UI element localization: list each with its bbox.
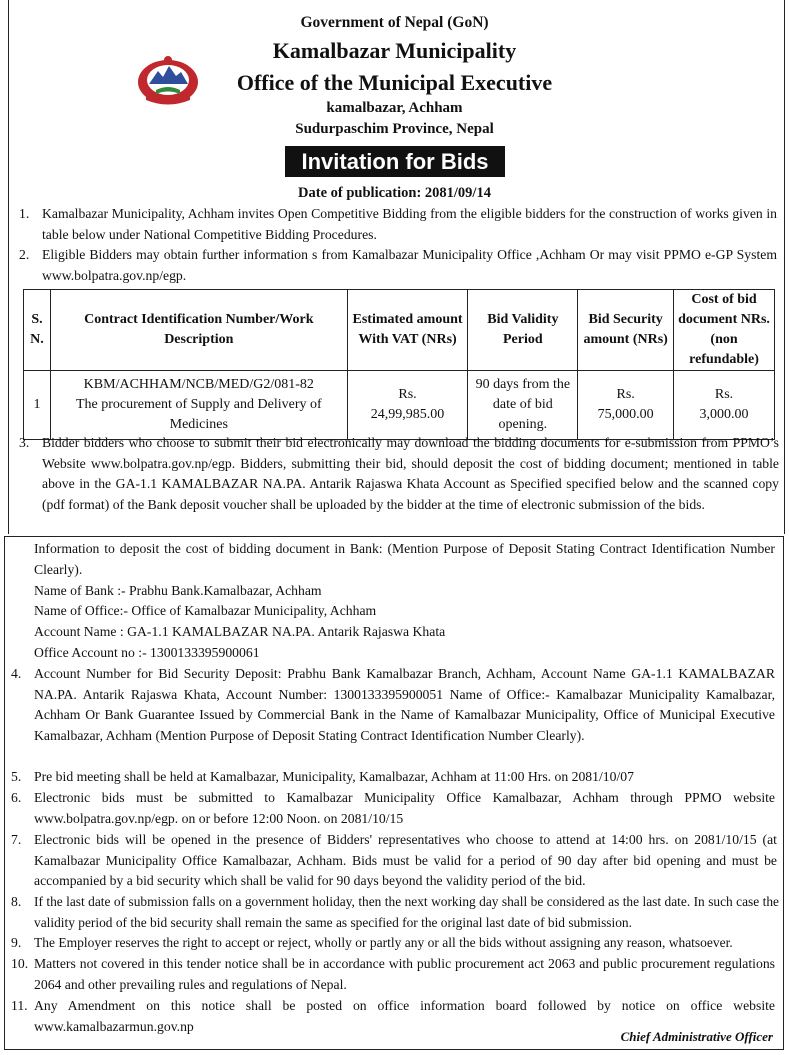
- cell-estimated: [347, 371, 468, 440]
- item-paragraph-7: Electronic bids will be opened in the presence of Bidders' representatives who choose to attend at 14:00 hrs. on 2081/10/15 (at Kamalbazar Municipality Office Kamalbazar, Achham. Bids must be valid for a period of 90 day after bid opening and must be accompanied by a bid security which shall be valid for 90 days beyond the validity period of the bid.: [34, 832, 777, 889]
- government-heading: Government of Nepal (GoN): [300, 14, 489, 31]
- office-name: Name of Office:- Office of Kamalbazar Municipality, Achham: [34, 603, 377, 618]
- item-paragraph-8: If the last date of submission falls on a government holiday, then the next working day shall be considered as the last date. In such case the validity period of the bid security shall remain the same as specified for the original last date of bid submission.: [34, 894, 779, 930]
- item-number-2: 2.: [19, 247, 30, 262]
- bids-table: [23, 289, 775, 440]
- cell-validity: 90 days from the date of bid opening.: [468, 371, 578, 440]
- header-sn: S. N.: [24, 290, 51, 371]
- estimated-amount: 24,99,985.00: [370, 407, 445, 422]
- address-line-2: Sudurpaschim Province, Nepal: [295, 121, 494, 137]
- header-security: Bid Security amount (NRs): [578, 290, 674, 371]
- item-paragraph-5: Pre bid meeting shall be held at Kamalbazar, Municipality, Kamalbazar, Achham at 11:00 Hrs. on 2081/10/07: [34, 769, 634, 784]
- header-contract: Contract Identification Number/Work Description: [50, 290, 347, 371]
- item-number-5: 5.: [11, 769, 22, 784]
- cell-security: [578, 371, 674, 440]
- item-paragraph-6: Electronic bids must be submitted to Kamalbazar Municipality Office Kamalbazar, Achham through PPMO website www.bolpatra.gov.np/egp. on or before 12:00 Noon. on 2081/10/15: [34, 790, 775, 826]
- security-amount: 75,000.00: [597, 407, 654, 422]
- cell-contract: [50, 371, 347, 440]
- item-number-1: 1.: [19, 206, 30, 221]
- cost-amount: 3,000.00: [699, 407, 749, 422]
- cell-sn: 1: [24, 371, 51, 440]
- address-line-1: kamalbazar, Achham: [326, 100, 463, 116]
- table-row: [24, 371, 775, 440]
- municipality-heading: Kamalbazar Municipality: [272, 38, 517, 63]
- header-estimated: Estimated amount With VAT (NRs): [347, 290, 468, 371]
- item-paragraph-1: Kamalbazar Municipality, Achham invites Open Competitive Bidding from the eligible bidders for the construction of works given in table below under National Competitive Bidding Procedures.: [42, 206, 777, 242]
- office-heading: Office of the Municipal Executive: [236, 70, 553, 95]
- work-description: The procurement of Supply and Delivery of Medicines: [75, 397, 322, 432]
- header-validity: Bid Validity Period: [468, 290, 578, 371]
- contract-id: KBM/ACHHAM/NCB/MED/G2/081-82: [83, 377, 314, 392]
- account-name: Account Name : GA-1.1 KAMALBAZAR NA.PA. Antarik Rajaswa Khata: [34, 624, 446, 639]
- cell-cost: [674, 371, 775, 440]
- invitation-banner: Invitation for Bids: [285, 146, 505, 177]
- item-paragraph-9: The Employer reserves the right to accept or reject, wholly or partly any or all the bids without assigning any reason, whatsoever.: [34, 935, 733, 950]
- item-number-8: 8.: [11, 894, 22, 909]
- item-paragraph-2: Eligible Bidders may obtain further information s from Kamalbazar Municipality Office ,Achham Or may visit PPMO e-GP System www.bolpatra.gov.np/egp.: [42, 247, 777, 283]
- cost-prefix: Rs.: [714, 387, 734, 402]
- item-number-3: 3.: [19, 435, 30, 450]
- item-number-9: 9.: [11, 935, 22, 950]
- item-number-4: 4.: [11, 666, 22, 681]
- deposit-info: Information to deposit the cost of bidding document in Bank: (Mention Purpose of Deposit Stating Contract Identification Number Clearly).: [34, 541, 775, 577]
- account-number: Office Account no :- 1300133395900061: [34, 645, 260, 660]
- item-paragraph-11: Any Amendment on this notice shall be posted on office information board followed by notice on office website www.kamalbazarmun.gov.np: [34, 998, 775, 1034]
- item-number-6: 6.: [11, 790, 22, 805]
- item-paragraph-4: Account Number for Bid Security Deposit: Prabhu Bank Kamalbazar Branch, Achham, Account Name GA-1.1 KAMALBAZAR NA.PA. Antarik Rajaswa Khata, Account Number: 1300133395900051 Name of Office:- Kamalbazar Municipality Kamalbazar, Achham Or Bank Guarantee Issued by Commercial Bank in the Name of Kamalbazar Municipality, Office of Municipal Executive Kamalbazar, Achham (Mention Purpose of Deposit Stating Contract Identification Number Clearly).: [34, 666, 775, 743]
- signature-title: Chief Administrative Officer: [620, 1029, 773, 1044]
- bank-name: Name of Bank :- Prabhu Bank.Kamalbazar, Achham: [34, 583, 322, 598]
- table-header-row: [24, 290, 775, 371]
- estimated-prefix: Rs.: [398, 387, 417, 402]
- item-paragraph-10: Matters not covered in this tender notice shall be in accordance with public procurement act 2063 and public procurement regulations 2064 and other prevailing rules and regulations of Nepal.: [34, 956, 775, 992]
- item-paragraph-3: Bidder bidders who choose to submit their bid electronically may download the bidding documents for e-submission from PPMO’s Website www.bolpatra.gov.np/egp. Bidders, submitting their bid, should deposit the cost of bidding document; mentioned in table above in the GA-1.1 KAMALBAZAR NA.PA. Antarik Rajaswa Khata Account as Specified specified below and the scanned copy (pdf format) of the Bank deposit voucher shall be uploaded by the bidder at the time of electronic submission of the bids.: [42, 435, 779, 512]
- item-number-7: 7.: [11, 832, 22, 847]
- header-cost: Cost of bid document NRs. (non refundable): [674, 290, 775, 371]
- publication-date: Date of publication: 2081/09/14: [298, 185, 491, 201]
- item-number-11: 11.: [11, 998, 28, 1013]
- security-prefix: Rs.: [616, 387, 635, 402]
- item-number-10: 10.: [11, 956, 29, 971]
